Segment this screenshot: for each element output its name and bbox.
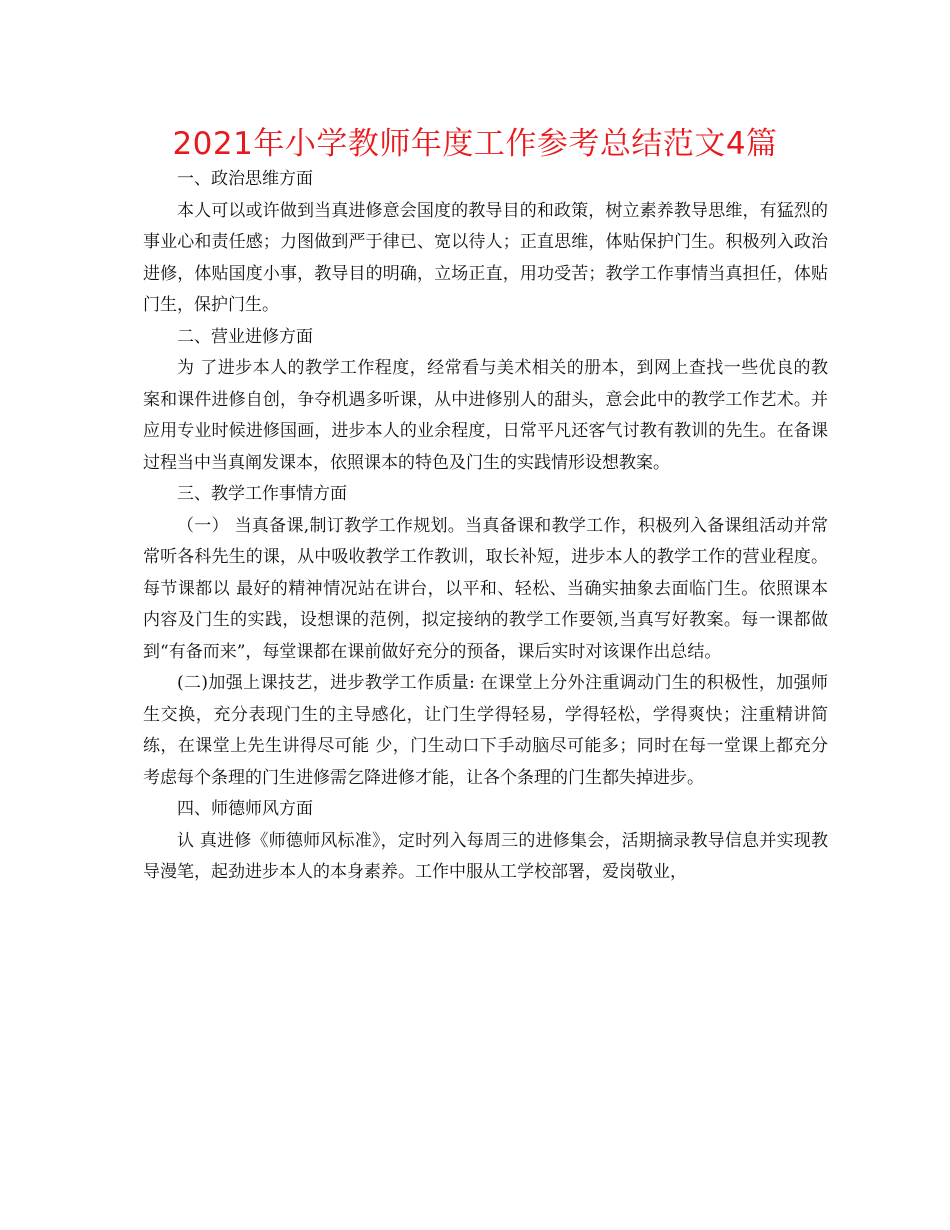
paragraph-teaching-quality: (二)加强上课技艺，进步教学工作质量: 在课堂上分外注重调动门生的积极性，加强师生交换，充分表现门生的主导感化，让门生学得轻易，学得轻松，学得爽快；注重精讲简练，在课堂上先生讲得尽可能 少，门生动口下手动脑尽可能多；同时在每一堂课上都充分考虑每个条理的门生进修需乞降进修才能，让各个条理的门生都失掉进步。 <box>143 673 828 788</box>
section-heading-politics: 一、政治思维方面 <box>177 169 313 189</box>
section-heading-ethics: 四、师德师风方面 <box>177 799 313 819</box>
section-heading-professional-study: 二、营业进修方面 <box>177 326 313 347</box>
document-title: 2021年小学教师年度工作参考总结范文4篇 <box>172 126 778 162</box>
paragraph-politics: 本人可以或许做到当真进修意会国度的教导目的和政策，树立素养教导思维，有猛烈的事业心和责任感；力图做到严于律已、宽以待人；正直思维，体贴保护门生。积极列入政治进修，体贴国度小事，教导目的明确，立场正直，用功受苦；教学工作事情当真担任，体贴门生，保护门生。 <box>143 200 828 315</box>
paragraph-professional-study: 为 了进步本人的教学工作程度，经常看与美术相关的册本，到网上查找一些优良的教案和课件进修自创，争夺机遇多听课，从中进修别人的甜头，意会此中的教学工作艺术。并 应用专业时候进修国画，进步本人的业余程度，日常平凡还客气讨教有教训的先生。在备课过程当中当真阐发课本，依照课本的特色及门生的实践情形设想教案。 <box>143 358 828 473</box>
document-body <box>143 164 828 889</box>
paragraph-teaching-lesson-prep: （一） 当真备课,制订教学工作规划。当真备课和教学工作，积极列入备课组活动并常常听各科先生的课，从中吸收教学工作教训，取长补短，进步本人的教学工作的营业程度。每节课都以 最好的精神情况站在讲台，以平和、轻松、当确实抽象去面临门生。依照课本内容及门生的实践，设想课的范例，拟定接纳的教学工作要领,当真写好教案。每一课都做 到“有备而来”，每堂课都在课前做好充分的预备，课后实时对该课作出总结。 <box>143 515 828 662</box>
section-heading-teaching-work: 三、教学工作事情方面 <box>177 484 347 504</box>
paragraph-ethics: 认 真进修《师德师风标准》，定时列入每周三的进修集会，活期摘录教导信息并实现教导漫笔，起劲进步本人的本身素养。工作中服从工学校部署，爱岗敬业， <box>143 830 828 882</box>
